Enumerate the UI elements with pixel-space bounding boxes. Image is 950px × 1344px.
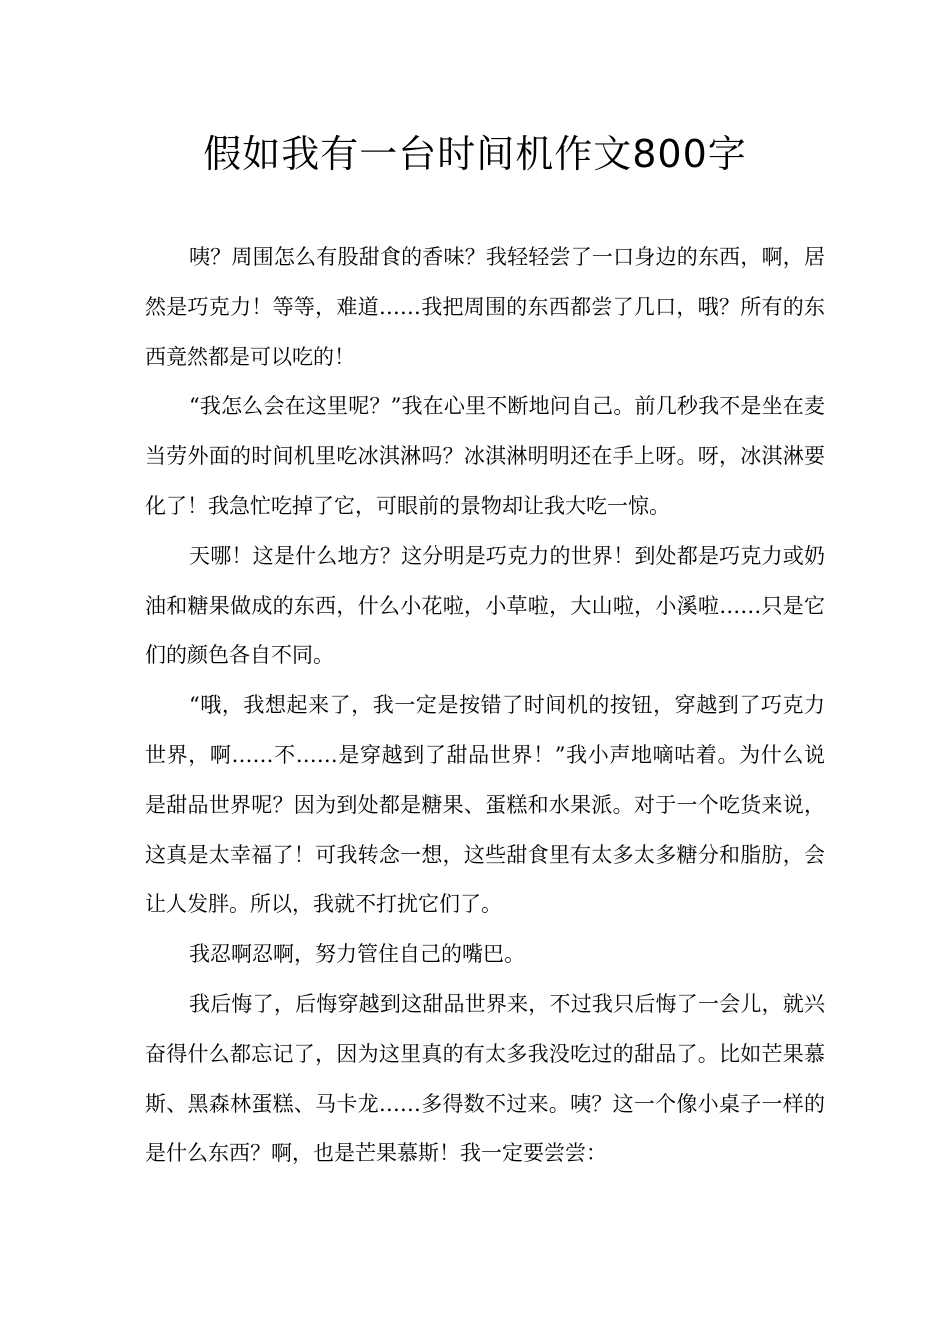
paragraph-6: 我后悔了，后悔穿越到这甜品世界来，不过我只后悔了一会儿，就兴奋得什么都忘记了，因为这里真的有太多我没吃过的甜品了。比如芒果慕斯、黑森林蛋糕、马卡龙……多得数不过来。咦？这一个像小桌子一样的是什么东西？啊，也是芒果慕斯！我一定要尝尝： [145,991,825,1166]
document-title: 假如我有一台时间机作文800字 [203,132,747,176]
paragraph-1: 咦？周围怎么有股甜食的香味？我轻轻尝了一口身边的东西，啊，居然是巧克力！等等，难道……我把周围的东西都尝了几口，哦？所有的东西竟然都是可以吃的！ [145,245,825,369]
paragraph-5: 我忍啊忍啊，努力管住自己的嘴巴。 [189,942,525,967]
paragraph-2: “我怎么会在这里呢？”我在心里不断地问自己。前几秒我不是坐在麦当劳外面的时间机里吃冰淇淋吗？冰淇淋明明还在手上呀。呀，冰淇淋要化了！我急忙吃掉了它，可眼前的景物却让我大吃一惊。 [145,394,825,518]
paragraph-4: “哦，我想起来了，我一定是按错了时间机的按钮，穿越到了巧克力世界，啊……不……是穿越到了甜品世界！”我小声地嘀咕着。为什么说是甜品世界呢？因为到处都是糖果、蛋糕和水果派。对于一个吃货来说，这真是太幸福了！可我转念一想，这些甜食里有太多太多糖分和脂肪，会让人发胖。所以，我就不打扰它们了。 [145,693,825,917]
essay-body [145,233,825,1179]
paragraph-3: 天哪！这是什么地方？这分明是巧克力的世界！到处都是巧克力或奶油和糖果做成的东西，什么小花啦，小草啦，大山啦，小溪啦……只是它们的颜色各自不同。 [145,543,825,668]
